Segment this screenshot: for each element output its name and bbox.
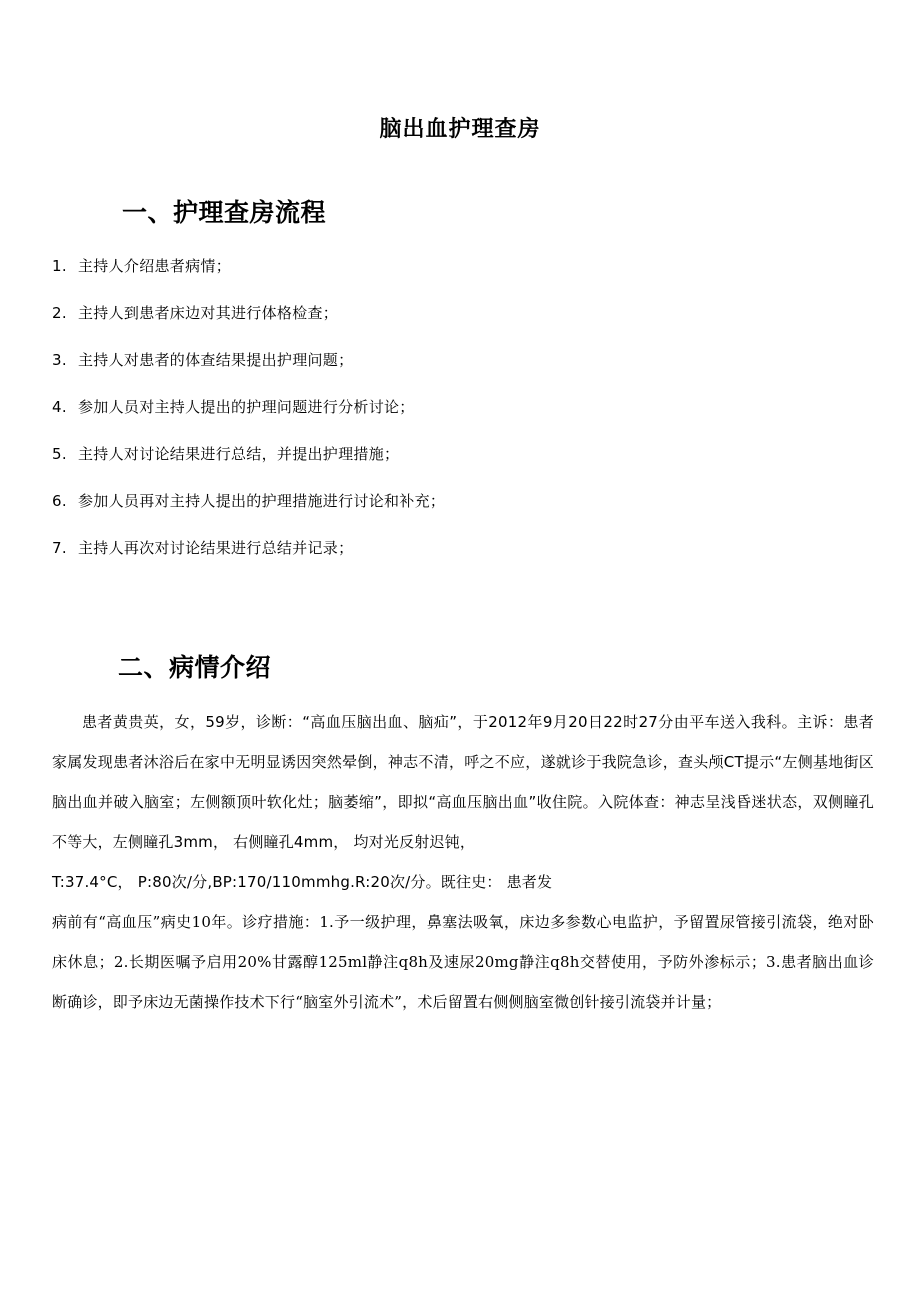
- case-paragraph-admission: 患者黄贵英，女，59岁，诊断：“高血压脑出血、脑疝”，于2012年9月20日22时27分由平车送入我科。主诉：患者家属发现患者沐浴后在家中无明显诱因突然晕倒，神志不清，呼之不应，遂就诊于我院急诊，查头颅CT提示“左侧基地街区脑出血并破入脑室；左侧额顶叶软化灶；脑萎缩”，即拟“高血压脑出血”收住院。入院体查：神志呈浅昏迷状态，双侧瞳孔不等大，左侧瞳孔3mm， 右侧瞳孔4mm， 均对光反射迟钝，: [52, 713, 874, 851]
- list-item-number: 1.: [52, 257, 67, 275]
- list-item: [0, 304, 920, 322]
- list-item-label: 主持人再次对讨论结果进行总结并记录；: [78, 539, 354, 557]
- list-item-number: 6.: [52, 492, 67, 510]
- list-item: [0, 351, 920, 369]
- section-heading-flow: 一、护理查房流程: [122, 198, 327, 227]
- case-vitals-line: T:37.4°C， P:80次/分,BP:170/110mmhg.R:20次/分。既往史： 患者发: [52, 873, 553, 891]
- list-item: [0, 257, 920, 275]
- list-item-number: 4.: [52, 398, 67, 416]
- list-item-number: 7.: [52, 539, 67, 557]
- list-item: [0, 398, 920, 416]
- list-item-label: 主持人到患者床边对其进行体格检查；: [78, 304, 339, 322]
- list-item-number: 3.: [52, 351, 67, 369]
- list-item-number: 2.: [52, 304, 67, 322]
- list-item-label: 主持人对讨论结果进行总结，并提出护理措施；: [78, 445, 400, 463]
- list-item: [0, 539, 920, 557]
- list-item-label: 主持人对患者的体查结果提出护理问题；: [78, 351, 354, 369]
- list-item: [0, 445, 920, 463]
- list-item-label: 参加人员再对主持人提出的护理措施进行讨论和补充；: [78, 492, 446, 510]
- page-title: 脑出血护理查房: [379, 117, 541, 142]
- case-paragraph-treatment: 病前有“高血压”病史10年。诊疗措施：1.予一级护理，鼻塞法吸氧，床边多参数心电监护，予留置尿管接引流袋，绝对卧床休息；2.长期医嘱予启用20%甘露醇125ml静注q8h及速尿20mg静注q8h交替使用，予防外渗标示；3.患者脑出血诊断确诊，即予床边无菌操作技术下行“脑室外引流术”，术后留置右侧侧脑室微创针接引流袋并计量；: [52, 913, 874, 1011]
- nursing-rounds-flow-list: [0, 229, 920, 557]
- list-item-label: 主持人介绍患者病情；: [78, 257, 232, 275]
- list-item-label: 参加人员对主持人提出的护理问题进行分析讨论；: [78, 398, 415, 416]
- case-introduction-body: [0, 684, 920, 1022]
- section-heading-case: 二、病情介绍: [118, 653, 272, 682]
- list-item-number: 5.: [52, 445, 67, 463]
- list-item: [0, 492, 920, 510]
